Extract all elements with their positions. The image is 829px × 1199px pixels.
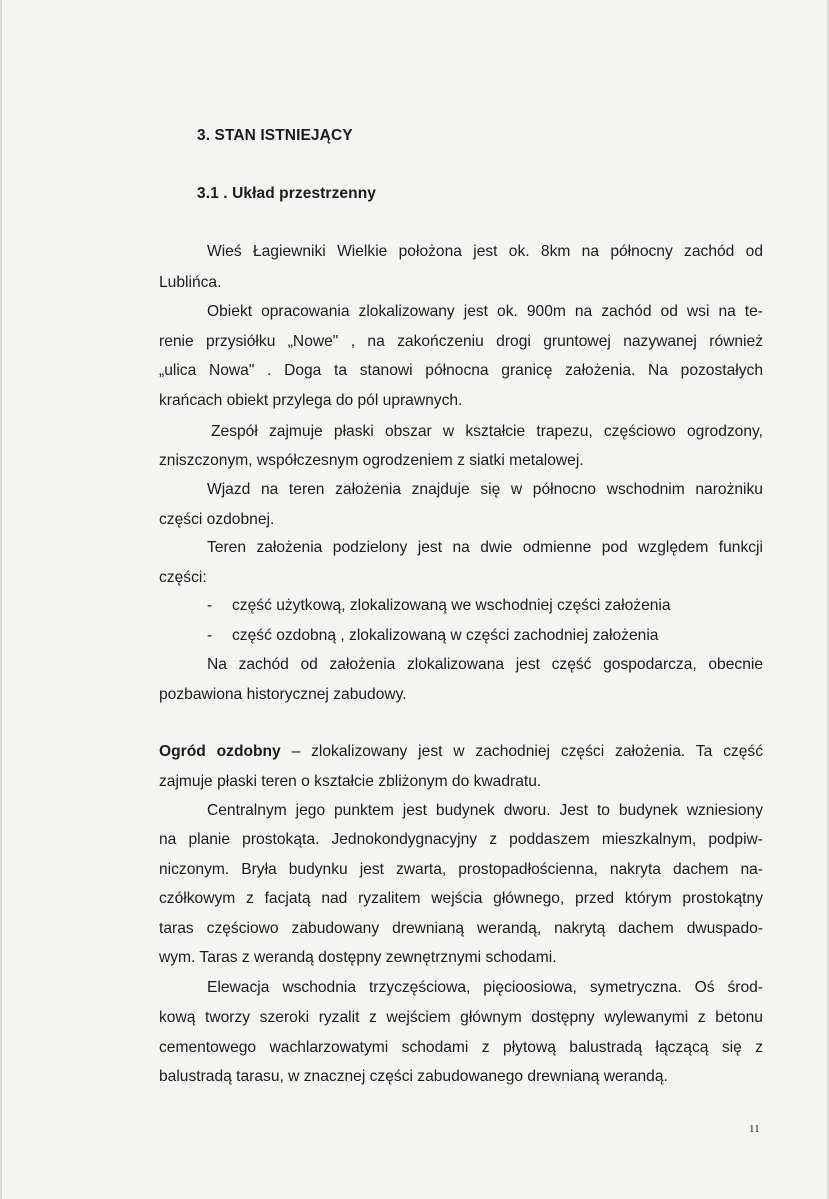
text-line: cementowego wachlarzowatymi schodami z płytową balustradą łączącą się z bbox=[159, 1039, 763, 1056]
text-line bbox=[159, 742, 763, 762]
text-line: na planie prostokąta. Jednokondygnacyjny z poddaszem mieszkalnym, podpiw- bbox=[159, 831, 763, 848]
list-dash: - bbox=[207, 597, 213, 614]
text-line: części ozdobnej. bbox=[159, 511, 275, 528]
text-line: taras częściowo zabudowany drewnianą werandą, nakrytą dachem dwuspado- bbox=[159, 920, 763, 937]
text-line: Elewacja wschodnia trzyczęściowa, pięcioosiowa, symetryczna. Oś środ- bbox=[207, 979, 763, 996]
text-line: kową tworzy szeroki ryzalit z wejściem głównym dostępny wylewanymi z betonu bbox=[159, 1009, 763, 1026]
text-line: zniszczonym, współczesnym ogrodzeniem z siatki metalowej. bbox=[159, 452, 584, 469]
garden-term: Ogród ozdobny bbox=[159, 743, 281, 760]
text-line: balustradą tarasu, w znacznej części zabudowanego drewnianą werandą. bbox=[159, 1068, 668, 1085]
text-line: „ulica Nowa" . Doga ta stanowi północna granicę założenia. Na pozostałych bbox=[159, 362, 763, 379]
list-dash: - bbox=[207, 627, 213, 644]
text-line: Obiekt opracowania zlokalizowany jest ok. 900m na zachód od wsi na te- bbox=[207, 303, 763, 320]
section-heading: 3. STAN ISTNIEJĄCY bbox=[197, 127, 353, 144]
text-line: czółkowym z facjatą nad ryzalitem wejścia głównego, przed którym prostokątny bbox=[159, 890, 763, 907]
text-line: zajmuje płaski teren o kształcie zbliżonym do kwadratu. bbox=[159, 773, 542, 790]
list-item-text: część ozdobną , zlokalizowaną w części zachodniej założenia bbox=[232, 627, 659, 644]
scan-left-edge bbox=[0, 0, 2, 1199]
text-line-rest: – zlokalizowany jest w zachodniej części założenia. Ta część bbox=[291, 743, 763, 760]
text-line: Wjazd na teren założenia znajduje się w północno wschodnim narożniku bbox=[207, 481, 763, 498]
text-line: renie przysiółku „Nowe" , na zakończeniu drogi gruntowej nazywanej również bbox=[159, 333, 763, 350]
text-line: Centralnym jego punktem jest budynek dworu. Jest to budynek wzniesiony bbox=[207, 802, 763, 819]
text-line: Zespół zajmuje płaski obszar w kształcie trapezu, częściowo ogrodzony, bbox=[211, 423, 763, 440]
text-line: krańcach obiekt przylega do pól uprawnych. bbox=[159, 392, 463, 409]
text-line: Na zachód od założenia zlokalizowana jest część gospodarcza, obecnie bbox=[207, 656, 763, 673]
page-number: 11 bbox=[749, 1123, 760, 1135]
text-line: części: bbox=[159, 569, 207, 586]
text-line: Teren założenia podzielony jest na dwie odmienne pod względem funkcji bbox=[207, 539, 763, 556]
text-line: wym. Taras z werandą dostępny zewnętrznymi schodami. bbox=[159, 949, 557, 966]
text-line: pozbawiona historycznej zabudowy. bbox=[159, 686, 407, 703]
subsection-heading: 3.1 . Układ przestrzenny bbox=[197, 185, 376, 202]
list-item-text: część użytkową, zlokalizowaną we wschodniej części założenia bbox=[232, 597, 671, 614]
text-line: Lublińca. bbox=[159, 274, 222, 291]
list-item bbox=[207, 626, 658, 646]
text-line: Wieś Łagiewniki Wielkie położona jest ok. 8km na północny zachód od bbox=[207, 243, 763, 260]
list-item bbox=[207, 596, 671, 616]
text-line: niczonym. Bryła budynku jest zwarta, prostopadłościenna, nakryta dachem na- bbox=[159, 861, 763, 878]
